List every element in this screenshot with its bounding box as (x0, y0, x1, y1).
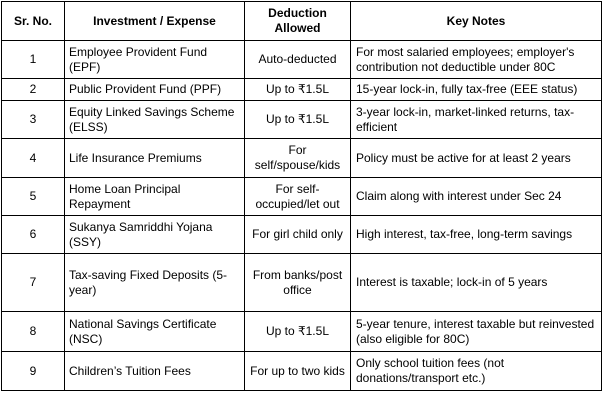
header-deduction: Deduction Allowed (245, 2, 351, 41)
table-row (2, 352, 602, 391)
cell-notes: Only school tuition fees (not donations/transport etc.) (351, 352, 602, 391)
cell-investment: Life Insurance Premiums (65, 139, 245, 178)
cell-investment: Public Provident Fund (PPF) (65, 79, 245, 101)
cell-investment: Tax-saving Fixed Deposits (5-year) (65, 254, 245, 312)
deductions-table (1, 1, 602, 391)
header-notes: Key Notes (351, 2, 602, 41)
cell-notes: 15-year lock-in, fully tax-free (EEE status) (351, 79, 602, 101)
cell-sr: 4 (2, 139, 65, 178)
table-row (2, 312, 602, 352)
cell-deduction: For up to two kids (245, 352, 351, 391)
header-investment: Investment / Expense (65, 2, 245, 41)
cell-deduction: Up to ₹1.5L (245, 79, 351, 101)
cell-sr: 7 (2, 254, 65, 312)
table-row (2, 41, 602, 79)
cell-investment: National Savings Certificate (NSC) (65, 312, 245, 352)
cell-sr: 3 (2, 101, 65, 139)
table-row (2, 139, 602, 178)
cell-notes: Policy must be active for at least 2 years (351, 139, 602, 178)
table-header-row (2, 2, 602, 41)
table-row (2, 178, 602, 216)
cell-deduction: Up to ₹1.5L (245, 101, 351, 139)
cell-deduction: Up to ₹1.5L (245, 312, 351, 352)
cell-investment: Home Loan Principal Repayment (65, 178, 245, 216)
cell-deduction: For self-occupied/let out (245, 178, 351, 216)
cell-sr: 6 (2, 216, 65, 254)
cell-notes: High interest, tax-free, long-term savings (351, 216, 602, 254)
cell-sr: 2 (2, 79, 65, 101)
cell-notes: Interest is taxable; lock-in of 5 years (351, 254, 602, 312)
header-sr-no: Sr. No. (2, 2, 65, 41)
cell-sr: 9 (2, 352, 65, 391)
cell-deduction: Auto-deducted (245, 41, 351, 79)
cell-deduction: For girl child only (245, 216, 351, 254)
table-row (2, 254, 602, 312)
table-row (2, 101, 602, 139)
cell-notes: 3-year lock-in, market-linked returns, tax-efficient (351, 101, 602, 139)
cell-investment: Equity Linked Savings Scheme (ELSS) (65, 101, 245, 139)
cell-deduction: For self/spouse/kids (245, 139, 351, 178)
table-row (2, 216, 602, 254)
cell-sr: 1 (2, 41, 65, 79)
cell-notes: For most salaried employees; employer's contribution not deductible under 80C (351, 41, 602, 79)
cell-investment: Employee Provident Fund (EPF) (65, 41, 245, 79)
cell-notes: Claim along with interest under Sec 24 (351, 178, 602, 216)
cell-investment: Children’s Tuition Fees (65, 352, 245, 391)
cell-sr: 8 (2, 312, 65, 352)
cell-notes: 5-year tenure, interest taxable but reinvested (also eligible for 80C) (351, 312, 602, 352)
table-row (2, 79, 602, 101)
cell-sr: 5 (2, 178, 65, 216)
cell-deduction: From banks/post office (245, 254, 351, 312)
cell-investment: Sukanya Samriddhi Yojana (SSY) (65, 216, 245, 254)
